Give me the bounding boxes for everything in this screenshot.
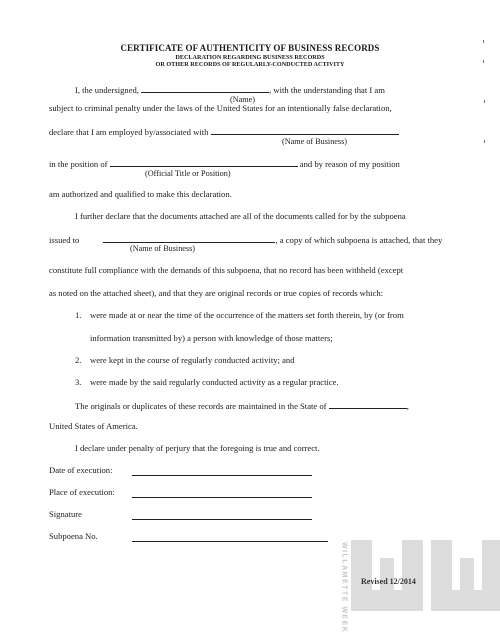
certificate-title: CERTIFICATE OF AUTHENTICITY OF BUSINESS RECORDS	[120, 43, 380, 53]
issued-business-caption: (Name of Business)	[130, 244, 196, 253]
position-line	[49, 158, 400, 169]
penalty-line: subject to criminal penalty under the laws of the United States for an intentionally false declaration,	[49, 103, 392, 113]
position-end-text: and by reason of my position	[299, 159, 400, 169]
undersigned-text: I, the undersigned,	[75, 85, 139, 95]
perjury-line: I declare under penalty of perjury that the foregoing is true and correct.	[75, 443, 320, 453]
list-item	[75, 356, 295, 365]
item-text: were kept in the course of regularly conducted activity; and	[90, 355, 295, 365]
state-text: The originals or duplicates of these records are maintained in the State of	[75, 401, 327, 411]
item-text: information transmitted by) a person with knowledge of those matters;	[90, 333, 333, 343]
subpoena-number-field[interactable]	[132, 541, 328, 542]
further-declare-line: I further declare that the documents attached are all of the documents called for by the subpoena	[75, 211, 406, 221]
list-item	[75, 378, 339, 387]
scan-speck	[483, 60, 484, 63]
place-of-execution-field[interactable]	[132, 497, 312, 498]
position-blank[interactable]	[110, 158, 298, 167]
subtitle-other-records: OR OTHER RECORDS OF REGULARLY-CONDUCTED ACTIVITY	[155, 61, 345, 68]
date-of-execution-field[interactable]	[132, 475, 312, 476]
authorized-line: am authorized and qualified to make this declaration.	[49, 189, 232, 199]
state-blank[interactable]	[329, 400, 407, 409]
scan-speck	[484, 140, 485, 143]
item-text: were made by the said regularly conducted activity as a regular practice.	[90, 377, 339, 387]
business-caption: (Name of Business)	[282, 137, 348, 146]
subpoena-number-label: Subpoena No.	[49, 531, 98, 541]
employed-line	[49, 126, 399, 137]
undersigned-line	[75, 84, 385, 95]
list-item	[90, 334, 333, 343]
state-line: The originals or duplicates of these records are maintained in the State of ,	[75, 401, 409, 411]
usa-line: United States of America.	[49, 421, 138, 431]
list-item	[75, 311, 404, 320]
name-blank[interactable]	[141, 84, 269, 93]
scan-speck	[484, 100, 485, 103]
signature-field[interactable]	[132, 519, 312, 520]
item-number: 3.	[75, 377, 82, 387]
position-text: in the position of	[49, 159, 108, 169]
item-text: were made at or near the time of the occurrence of the matters set forth therein, by (or from	[90, 310, 404, 320]
business-blank[interactable]	[211, 126, 399, 135]
date-of-execution-label: Date of execution:	[49, 465, 113, 475]
watermark-text: WILLAMETTE WEEK	[340, 542, 348, 634]
issued-end-text: , a copy of which subpoena is attached, that they	[275, 235, 443, 245]
name-caption: (Name)	[230, 95, 256, 104]
issued-blank[interactable]	[103, 234, 275, 243]
title-caption: (Official Title or Position)	[145, 169, 231, 178]
scan-speck	[483, 40, 484, 43]
understanding-text: , with the understanding that I am	[269, 85, 385, 95]
employed-text: declare that I am employed by/associated with	[49, 127, 209, 137]
attached-sheet-line: as noted on the attached sheet), and that they are original records or true copies of records which:	[49, 288, 384, 298]
compliance-line: constitute full compliance with the demands of this subpoena, that no record has been withheld (except	[49, 265, 404, 275]
revision-date: Revised 12/2014	[361, 577, 416, 586]
issued-to-line	[49, 234, 442, 245]
item-number: 1.	[75, 310, 82, 320]
issued-to-text: issued to	[49, 235, 80, 245]
subtitle-declaration: DECLARATION REGARDING BUSINESS RECORDS	[175, 54, 325, 61]
item-number: 2.	[75, 355, 82, 365]
signature-label: Signature	[49, 509, 82, 519]
place-of-execution-label: Place of execution:	[49, 487, 115, 497]
